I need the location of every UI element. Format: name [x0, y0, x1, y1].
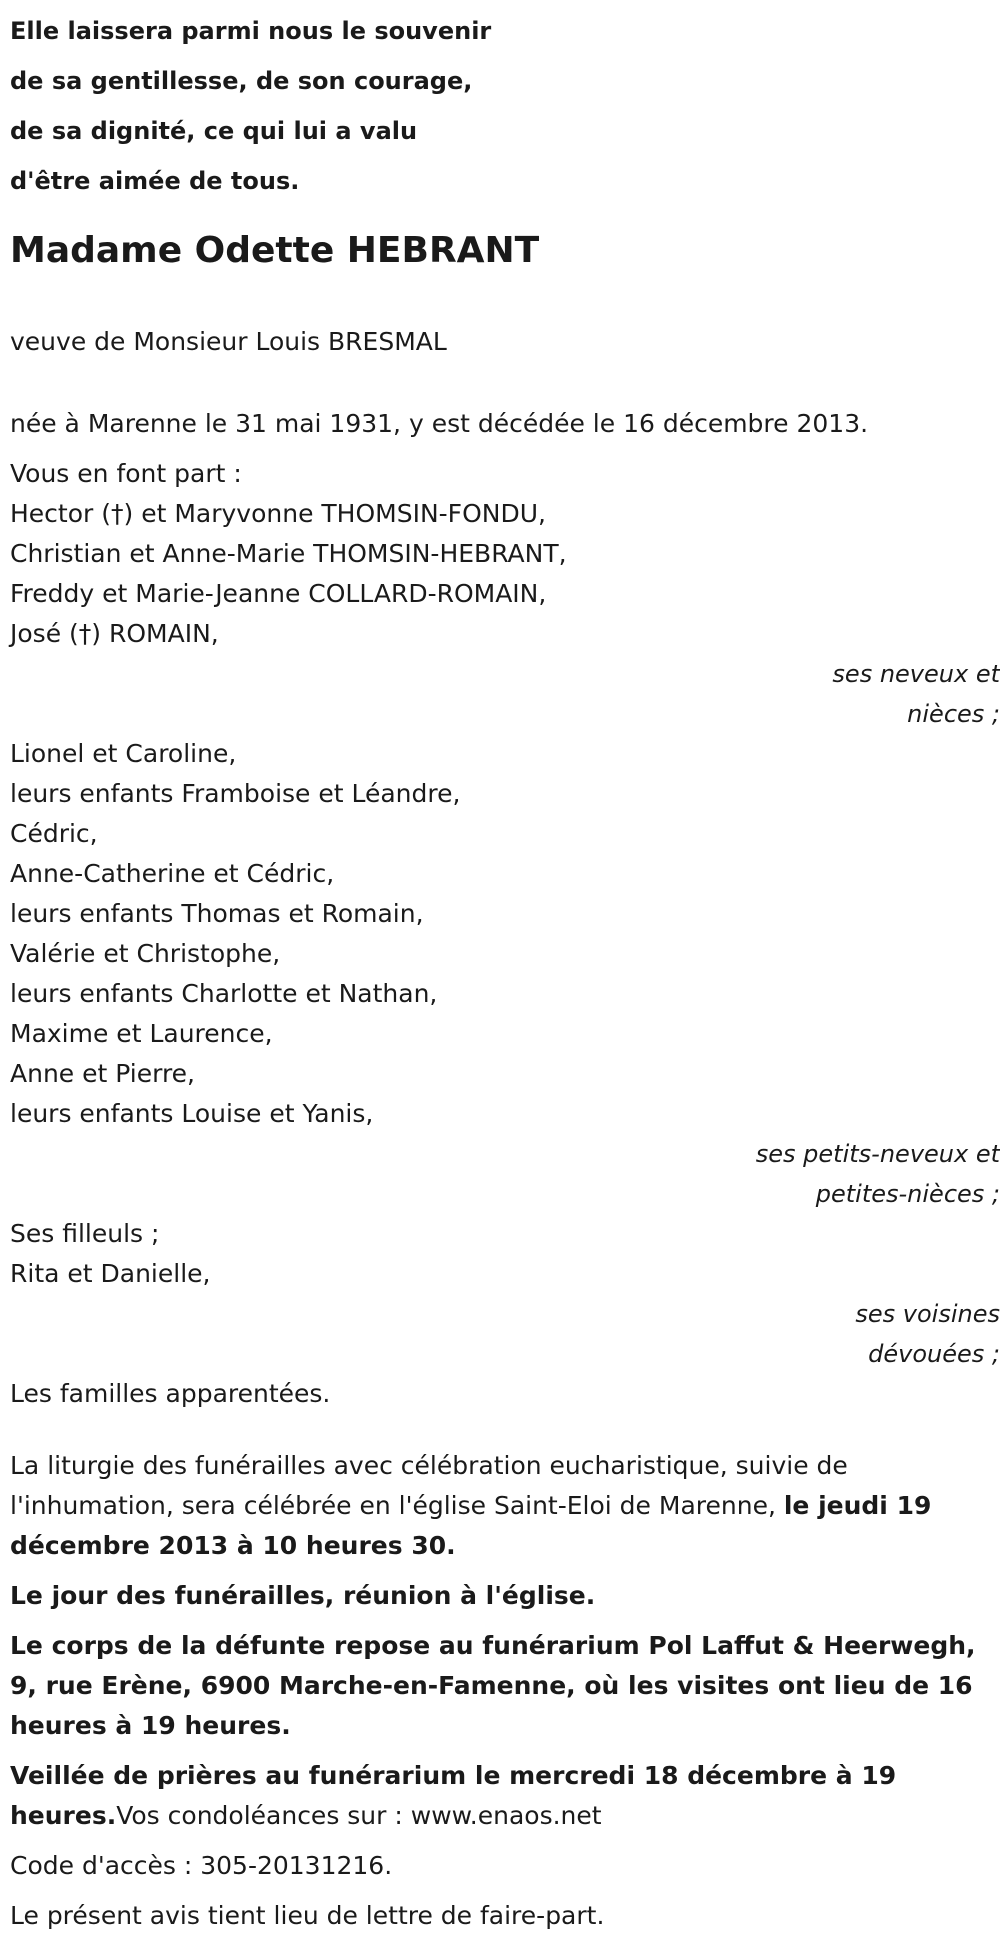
family-line: José (†) ROMAIN, [10, 619, 219, 648]
role-line: ses petits-neveux et [755, 1140, 1000, 1168]
role-nephews [10, 654, 1000, 734]
liturgy-text: La liturgie des funérailles avec célébration eucharistique, suivie de l'inhumation, sera célébrée en l'église Saint-Eloi de Marenne, [10, 1451, 848, 1520]
family-line: Lionel et Caroline, [10, 739, 237, 768]
quote-line: d'être aimée de tous. [10, 167, 300, 195]
role-neighbours [10, 1294, 1000, 1374]
family-group-grandnephews [10, 734, 1000, 1134]
birth-death: née à Marenne le 31 mai 1931, y est décédée le 16 décembre 2013. [10, 409, 869, 438]
vigil-paragraph [10, 1756, 990, 1836]
family-line: Cédric, [10, 819, 98, 848]
family-line: Freddy et Marie-Jeanne COLLARD-ROMAIN, [10, 579, 547, 608]
family-line: Maxime et Laurence, [10, 1019, 273, 1048]
family-line: leurs enfants Thomas et Romain, [10, 899, 424, 928]
family-line: leurs enfants Louise et Yanis, [10, 1099, 374, 1128]
family-line: Rita et Danielle, [10, 1259, 211, 1288]
deceased-name: Madame Odette HEBRANT [10, 230, 540, 271]
family-line: Christian et Anne-Marie THOMSIN-HEBRANT, [10, 539, 567, 568]
family-line: leurs enfants Framboise et Léandre, [10, 779, 461, 808]
liturgy-date: le jeudi 19 décembre 2013 à 10 heures 30. [10, 1491, 932, 1560]
vigil-text: Veillée de prières au funérarium le mercredi 18 décembre à 19 heures. [10, 1761, 897, 1830]
family-line: Anne et Pierre, [10, 1059, 195, 1088]
family-group-nephews [10, 494, 1000, 654]
meeting-note: Le jour des funérailles, réunion à l'église. [10, 1581, 596, 1610]
role-line: ses neveux et [832, 660, 1000, 688]
announce-intro: Vous en font part : [10, 459, 242, 488]
related-families: Les familles apparentées. [10, 1379, 331, 1408]
memorial-quote [10, 6, 1000, 206]
liturgy-paragraph [10, 1446, 990, 1566]
family-line: Anne-Catherine et Cédric, [10, 859, 335, 888]
family-line: Ses filleuls ; [10, 1219, 160, 1248]
obituary-page [0, 6, 1000, 1930]
widow-of: veuve de Monsieur Louis BRESMAL [10, 327, 447, 356]
quote-line: de sa dignité, ce qui lui a valu [10, 117, 418, 145]
role-grandnephews [10, 1134, 1000, 1214]
family-line: Hector (†) et Maryvonne THOMSIN-FONDU, [10, 499, 546, 528]
role-line: petites-nièces ; [815, 1180, 1000, 1208]
family-line: Valérie et Christophe, [10, 939, 281, 968]
family-line: leurs enfants Charlotte et Nathan, [10, 979, 438, 1008]
access-code: Code d'accès : 305-20131216. [10, 1851, 393, 1880]
quote-line: Elle laissera parmi nous le souvenir [10, 17, 492, 45]
closing-note: Le présent avis tient lieu de lettre de faire-part. [10, 1901, 605, 1930]
family-group-neighbours [10, 1214, 1000, 1294]
condolences-text: Vos condoléances sur : www.enaos.net [116, 1801, 602, 1830]
role-line: nièces ; [907, 700, 1000, 728]
role-line: dévouées ; [868, 1340, 1000, 1368]
funerarium-note: Le corps de la défunte repose au funérarium Pol Laffut & Heerwegh, 9, rue Erène, 6900 Marche-en-Famenne, où les visites ont lieu de 16 heures à 19 heures. [10, 1631, 976, 1740]
quote-line: de sa gentillesse, de son courage, [10, 67, 473, 95]
obituary-content [10, 6, 1000, 1936]
role-line: ses voisines [855, 1300, 1000, 1328]
